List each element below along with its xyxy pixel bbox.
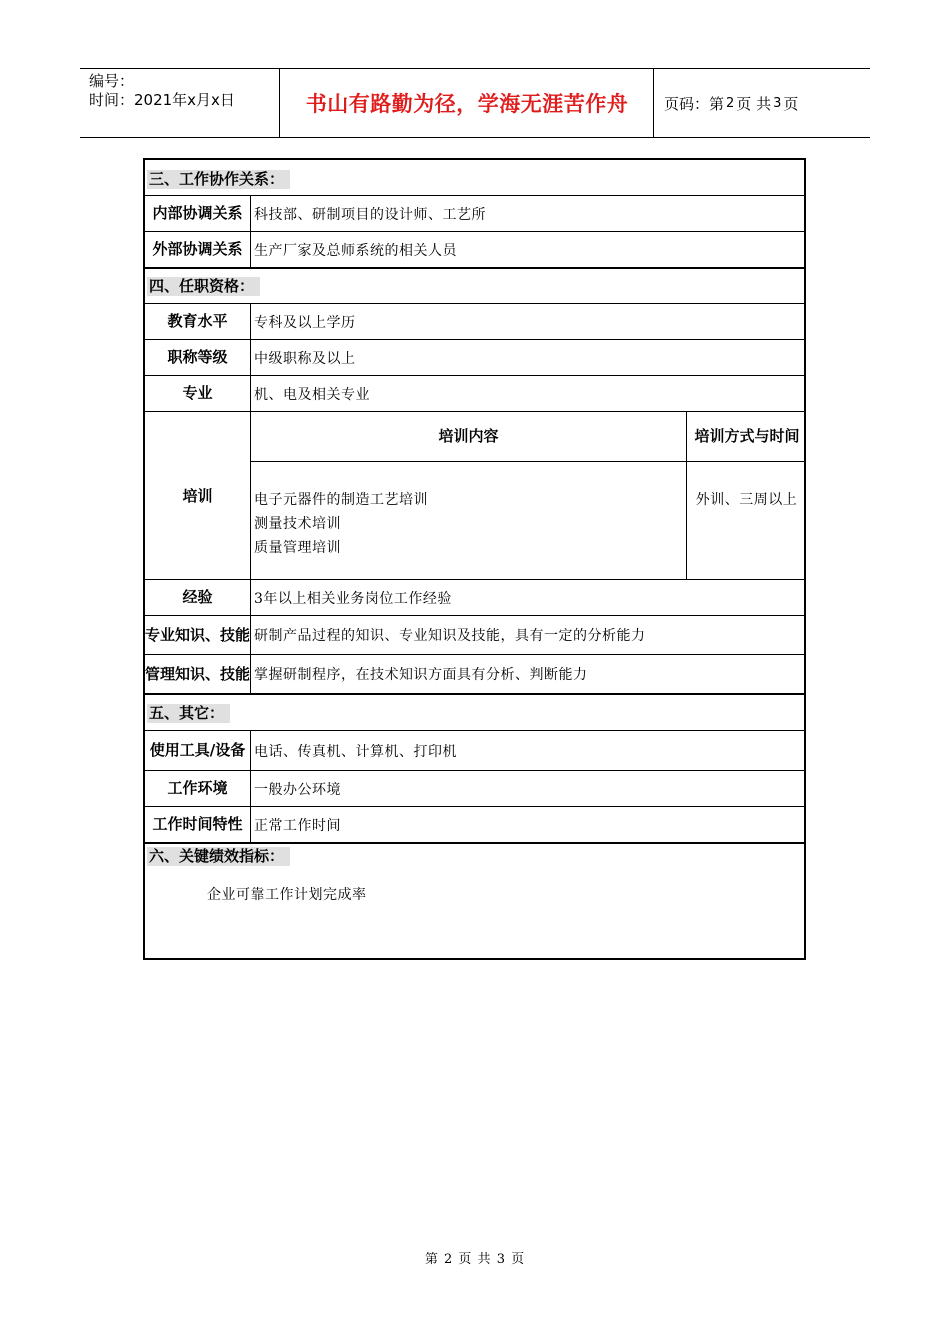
title-level-value: 中级职称及以上: [254, 350, 356, 367]
column-divider: [250, 195, 251, 267]
page-header: [80, 68, 870, 138]
work-time-value: 正常工作时间: [254, 817, 341, 834]
section-other-title: 五、其它：: [147, 704, 230, 723]
section-kpi-title: 六、关键绩效指标：: [147, 847, 290, 866]
environment-label: 工作环境: [167, 779, 228, 797]
training-method-value: 外训、三周以上: [695, 492, 798, 508]
training-item: 质量管理培训: [254, 540, 341, 556]
management-skill-label: 管理知识、技能: [145, 664, 251, 683]
experience-value: 3年以上相关业务岗位工作经验: [254, 590, 452, 607]
experience-label: 经验: [182, 588, 213, 606]
column-divider: [686, 411, 687, 579]
external-coordination-value: 生产厂家及总师系统的相关人员: [254, 242, 457, 259]
environment-value: 一般办公环境: [254, 781, 341, 798]
row-divider: [250, 461, 804, 462]
column-divider: [250, 730, 251, 842]
management-skill-value: 掌握研制程序，在技术知识方面具有分析、判断能力: [254, 667, 588, 683]
internal-coordination-value: 科技部、研制项目的设计师、工艺所: [254, 206, 486, 223]
education-label: 教育水平: [167, 312, 228, 330]
training-items: [254, 488, 428, 560]
training-item: 测量技术培训: [254, 516, 341, 532]
page-total: 3: [773, 95, 782, 111]
work-time-label: 工作时间特性: [152, 815, 243, 833]
major-value: 机、电及相关专业: [254, 386, 370, 403]
tools-value: 电话、传真机、计算机、打印机: [254, 743, 457, 760]
header-motto: 书山有路勤为径，学海无涯苦作舟: [281, 69, 654, 137]
section-qualification-title: 四、任职资格：: [147, 277, 260, 296]
education-value: 专科及以上学历: [254, 314, 356, 331]
page-mid: 页 共: [736, 94, 772, 113]
training-item: 电子元器件的制造工艺培训: [254, 492, 428, 508]
document-number: 编号：: [89, 72, 135, 90]
header-meta: [80, 69, 280, 137]
row-divider: [145, 842, 804, 844]
kpi-value: 企业可靠工作计划完成率: [207, 887, 367, 903]
title-level-label: 职称等级: [167, 348, 228, 366]
page-current: 2: [726, 95, 735, 111]
internal-coordination-label: 内部协调关系: [152, 204, 243, 222]
major-label: 专业: [182, 384, 213, 402]
page-prefix: 页码：第: [664, 94, 725, 113]
training-content-header: 培训内容: [438, 427, 499, 445]
job-description-table: [143, 158, 806, 960]
section-collaboration-title: 三、工作协作关系：: [147, 170, 290, 189]
row-divider: [145, 267, 804, 269]
column-divider: [250, 303, 251, 693]
training-method-header: 培训方式与时间: [694, 427, 800, 445]
professional-skill-value: 研制产品过程的知识、专业知识及技能，具有一定的分析能力: [254, 628, 646, 644]
page-suffix: 页: [783, 94, 799, 113]
page-footer: 第 2 页 共 3 页: [424, 1252, 526, 1267]
row-divider: [145, 693, 804, 695]
document-date: 时间：2021年x月x日: [89, 91, 235, 109]
tools-label: 使用工具/设备: [149, 741, 246, 759]
professional-skill-label: 专业知识、技能: [145, 625, 251, 644]
external-coordination-label: 外部协调关系: [152, 240, 243, 258]
training-label: 培训: [182, 486, 213, 505]
page-indicator: [654, 69, 870, 137]
